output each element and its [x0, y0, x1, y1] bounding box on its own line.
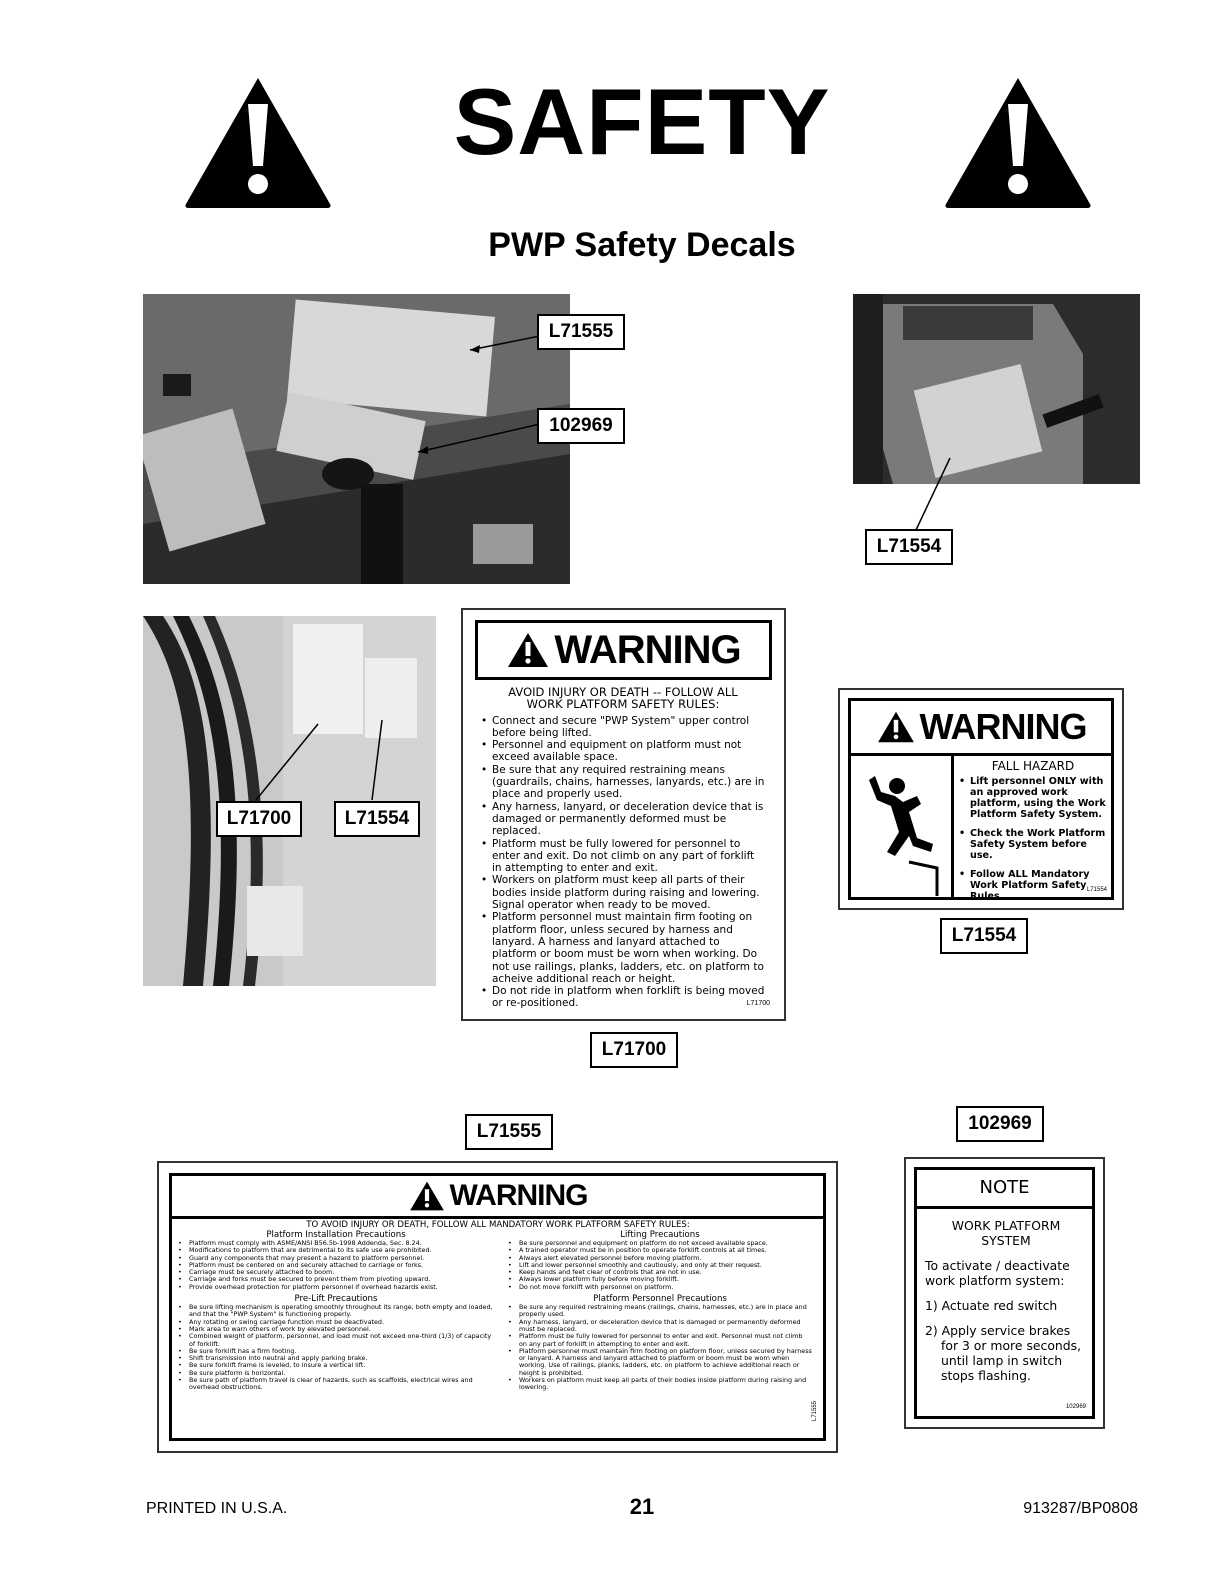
decal-rules-header — [475, 620, 772, 680]
decal-fall-heading: WARNING — [919, 706, 1087, 747]
decal-long-col1-list — [178, 1240, 494, 1291]
list-item: • Always alert elevated personnel before moving platform. — [508, 1255, 812, 1262]
list-item: • Be sure that any required restraining means (guardrails, chains, harnesses, lanyards, etc.) are in place and properly used. — [481, 764, 765, 801]
list-item: • Keep hands and feet clear of controls that are not in use. — [508, 1269, 812, 1276]
decal-note-heading: NOTE — [917, 1170, 1092, 1209]
list-item: • Lift and lower personnel smoothly and cautiously, and only at their request. — [508, 1262, 812, 1269]
decal-long-col1b-title: Pre-Lift Precautions — [294, 1294, 378, 1305]
list-item: • Platform must be centered on and securely attached to carriage or forks. — [178, 1262, 494, 1269]
list-item: • Be sure lifting mechanism is operating smoothly throughout its range, both empty and loaded, and that the "PWP System" is functioning properly. — [178, 1304, 494, 1319]
warning-triangle-icon — [408, 1180, 446, 1212]
list-item: • Do not move forklift with personnel on platform. — [508, 1284, 812, 1291]
list-item: • Platform must comply with ASME/ANSI B56.5b-1998 Addenda, Sec. 8.24. — [178, 1240, 494, 1247]
decal-fall-list — [959, 776, 1107, 902]
list-item: • Mark area to warn others of work by elevated personnel. — [178, 1326, 494, 1333]
callout-label: 102969 — [537, 408, 625, 444]
list-item: • Platform must be fully lowered for personnel to enter and exit. Do not climb on any part of forklift in attempting to enter and exit. — [481, 838, 765, 875]
list-item: • Shift transmission into neutral and apply parking brake. — [178, 1355, 494, 1362]
decal-note-step: 1) Actuate red switch — [925, 1298, 1058, 1313]
decal-long-heading: WARNING — [449, 1179, 588, 1212]
decal-long-col1-title: Platform Installation Precautions — [266, 1230, 406, 1240]
list-item: • Carriage and forks must be secured to prevent them from pivoting upward. — [178, 1276, 494, 1283]
decal-long-col2b-list — [508, 1304, 812, 1392]
decal-rules-code: L71700 — [746, 1000, 770, 1007]
decal-fall-header — [851, 701, 1111, 756]
decal-note-step: 2) Apply service brakes for 3 or more seconds, until lamp in switch stops flashing. — [925, 1323, 1082, 1383]
footer-right: 913287/BP0808 — [1023, 1500, 1138, 1517]
list-item: • A trained operator must be in position to operate forklift controls at all times. — [508, 1247, 812, 1254]
list-item: • Follow ALL Mandatory Work Platform Safety Rules. — [959, 869, 1107, 902]
decal-long-header — [172, 1176, 823, 1219]
decal-note-work-platform — [904, 1157, 1105, 1429]
falling-person-icon — [851, 756, 951, 897]
list-item: • Platform must be fully lowered for personnel to enter and exit. Personnel must not climb on any part of forklift in attempting to enter and exit. — [508, 1333, 812, 1348]
decal-note-title: WORK PLATFORM SYSTEM — [951, 1218, 1061, 1248]
list-item: • Be sure any required restraining means (railings, chains, harnesses, etc.) are in place and properly used. — [508, 1304, 812, 1319]
cab-interior-photo — [143, 294, 570, 584]
callout-label: L71700 — [590, 1032, 678, 1068]
decal-rules-list — [481, 715, 765, 1010]
list-item: • Carriage must be securely attached to boom. — [178, 1269, 494, 1276]
list-item: • Do not ride in platform when forklift is being moved or re-positioned. — [481, 985, 765, 1010]
list-item: • Combined weight of platform, personnel, and load must not exceed one-third (1/3) of capacity of forklift. — [178, 1333, 494, 1348]
list-item: • Be sure forklift has a firm footing. — [178, 1348, 494, 1355]
list-item: • Workers on platform must keep all parts of their bodies inside platform during raising and lowering. Signal operator when ready to be moved. — [481, 874, 765, 911]
callout-label: L71554 — [865, 529, 953, 565]
footer-left: PRINTED IN U.S.A. — [146, 1500, 288, 1517]
decal-fall-code: L71554 — [1086, 887, 1107, 893]
decal-rules-heading: WARNING — [554, 627, 741, 672]
callout-label: 102969 — [956, 1106, 1044, 1142]
list-item: • Modifications to platform that are detrimental to its safe use are prohibited. — [178, 1247, 494, 1254]
list-item: • Any rotating or swing carriage function must be deactivated. — [178, 1319, 494, 1326]
side-panel-photo — [853, 294, 1140, 484]
list-item: • Workers on platform must keep all parts of their bodies inside platform during raising and lowering. — [508, 1377, 812, 1392]
list-item: • Check the Work Platform Safety System before use. — [959, 828, 1107, 861]
decal-long-col1b-list — [178, 1304, 494, 1392]
warning-triangle-icon — [876, 710, 916, 744]
decal-note-lead: To activate / deactivate work platform system: — [925, 1258, 1070, 1288]
list-item: • Guard any components that may present a hazard to platform personnel. — [178, 1255, 494, 1262]
page-number: 21 — [629, 1494, 655, 1519]
list-item: • Connect and secure "PWP System" upper control before being lifted. — [481, 715, 765, 740]
decal-long-col2-list — [508, 1240, 812, 1291]
callout-label: L71555 — [537, 314, 625, 350]
callout-label: L71554 — [334, 801, 420, 837]
callout-label: L71554 — [940, 918, 1028, 954]
decal-fall-hazard — [838, 688, 1124, 910]
decal-long-intro: TO AVOID INJURY OR DEATH, FOLLOW ALL MANDATORY WORK PLATFORM SAFETY RULES: — [306, 1220, 690, 1230]
page-title: SAFETY — [453, 69, 831, 174]
list-item: • Any harness, lanyard, or deceleration device that is damaged or permanently deformed must be replaced. — [508, 1319, 812, 1334]
list-item: • Be sure path of platform travel is clear of hazards, such as scaffolds, electrical wires and overhead obstructions. — [178, 1377, 494, 1392]
list-item: • Be sure personnel and equipment on platform do not exceed available space. — [508, 1240, 812, 1247]
decal-mandatory-rules — [157, 1161, 838, 1453]
list-item: • Always lower platform fully before moving forklift. — [508, 1276, 812, 1283]
list-item: • Any harness, lanyard, or deceleration device that is damaged or permanently deformed must be replaced. — [481, 801, 765, 838]
list-item: • Platform personnel must maintain firm footing on platform floor, unless secured by harness and lanyard. A harness and lanyard attached to platform or boom must be worn when working. Do not use railings, planks, ladders, etc. on platform to acheive additional reach or height. — [481, 911, 765, 985]
decal-fall-hazard-title: FALL HAZARD — [991, 759, 1075, 773]
list-item: • Be sure platform is horizontal. — [178, 1370, 494, 1377]
decal-long-code: L71555 — [811, 1400, 818, 1422]
callout-label: L71700 — [216, 801, 302, 837]
callout-label: L71555 — [465, 1114, 553, 1150]
list-item: • Be sure forklift frame is leveled, to insure a vertical lift. — [178, 1362, 494, 1369]
list-item: • Lift personnel ONLY with an approved work platform, using the Work Platform Safety System. — [959, 776, 1107, 820]
decal-work-platform-rules — [461, 608, 786, 1021]
list-item: • Provide overhead protection for platform personnel if overhead hazards exist. — [178, 1284, 494, 1291]
list-item: • Platform personnel must maintain firm footing on platform floor, unless secured by harness or lanyard. A harness and lanyard attached to platform or boom must be worn when working. Use of railings, planks, ladders, etc. on platform to achieve additional reach or height is prohibited. — [508, 1348, 812, 1377]
page-subtitle: PWP Safety Decals — [488, 226, 796, 264]
decal-long-col2b-title: Platform Personnel Precautions — [593, 1294, 727, 1305]
list-item: • Personnel and equipment on platform must not exceed available space. — [481, 739, 765, 764]
warning-triangle-icon — [506, 631, 550, 669]
decal-rules-intro: AVOID INJURY OR DEATH -- FOLLOW ALL WORK PLATFORM SAFETY RULES: — [508, 685, 738, 712]
decal-long-col2-title: Lifting Precautions — [620, 1230, 700, 1240]
decal-note-code: 102969 — [1065, 1404, 1086, 1410]
